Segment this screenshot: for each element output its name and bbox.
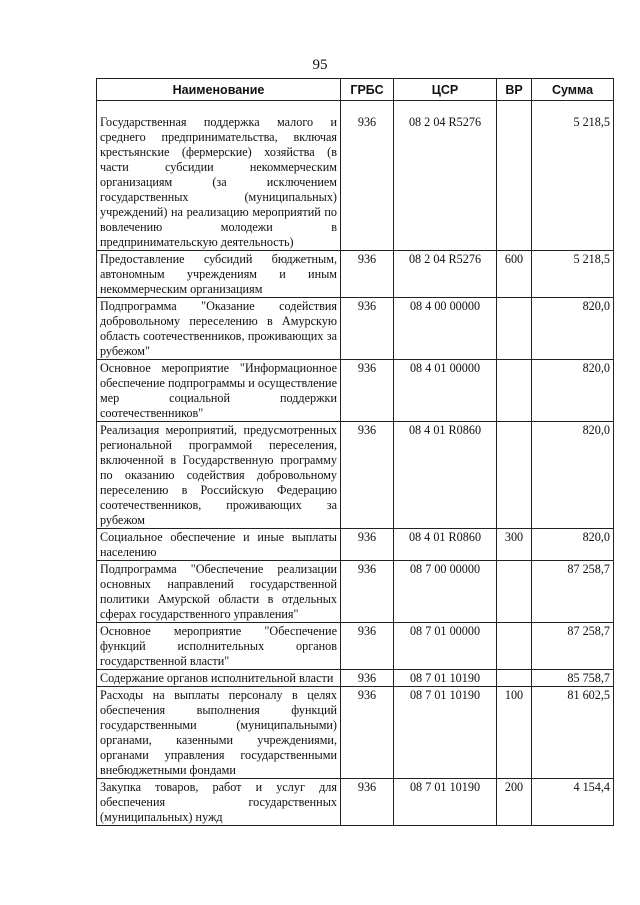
row-csr: 08 4 01 00000 [394,360,497,422]
header-name: Наименование [97,79,341,101]
row-name: Реализация мероприятий, предусмотренных региональной программой переселения, включенной в Государственную программу по оказанию содействия добровольному переселению в Российскую Федерацию соотечественников, проживающих за рубежом [97,422,341,529]
header-grbs: ГРБС [341,79,394,101]
row-vr [497,360,532,422]
table-row [97,779,614,826]
table-row [97,251,614,298]
row-grbs: 936 [341,779,394,826]
row-name: Социальное обеспечение и иные выплаты населению [97,529,341,561]
row-csr: 08 4 01 R0860 [394,422,497,529]
row-sum: 820,0 [532,360,614,422]
table-row [97,687,614,779]
row-name: Закупка товаров, работ и услуг для обеспечения государственных (муниципальных) нужд [97,779,341,826]
row-vr [497,298,532,360]
row-grbs: 936 [341,360,394,422]
row-csr: 08 4 00 00000 [394,298,497,360]
row-vr: 300 [497,529,532,561]
row-csr: 08 2 04 R5276 [394,251,497,298]
row-sum: 87 258,7 [532,561,614,623]
row-vr: 100 [497,687,532,779]
row-name: Подпрограмма "Обеспечение реализации основных направлений государственной политики Амурской области в отдельных сферах государственного управления" [97,561,341,623]
row-name: Предоставление субсидий бюджетным, автономным учреждениям и иным некоммерческим организациям [97,251,341,298]
header-csr: ЦСР [394,79,497,101]
row-grbs: 936 [341,298,394,360]
row-sum: 820,0 [532,298,614,360]
row-name: Подпрограмма "Оказание содействия добровольному переселению в Амурскую область соотечественников, проживающих за рубежом" [97,298,341,360]
row-vr: 200 [497,779,532,826]
row-sum: 5 218,5 [532,101,614,251]
row-grbs: 936 [341,422,394,529]
row-csr: 08 2 04 R5276 [394,101,497,251]
table-row [97,360,614,422]
row-sum: 85 758,7 [532,670,614,687]
row-name: Основное мероприятие "Информационное обеспечение подпрограммы и осуществление мер социальной поддержки соотечественников" [97,360,341,422]
header-vr: ВР [497,79,532,101]
row-vr [497,670,532,687]
row-name: Государственная поддержка малого и среднего предпринимательства, включая крестьянские (фермерские) хозяйства (в части субсидии некоммерческим организациям (за исключением государственных (муниципальных) учреждений) на реализацию мероприятий по вовлечению молодежи в предпринимательскую деятельность) [97,101,341,251]
row-grbs: 936 [341,561,394,623]
row-sum: 87 258,7 [532,623,614,670]
row-sum: 820,0 [532,422,614,529]
row-sum: 4 154,4 [532,779,614,826]
row-grbs: 936 [341,529,394,561]
row-name: Расходы на выплаты персоналу в целях обеспечения выполнения функций государственными (муниципальными) органами, казенными учреждениями, органами управления государственными внебюджетными фондами [97,687,341,779]
row-csr: 08 7 01 10190 [394,779,497,826]
row-sum: 5 218,5 [532,251,614,298]
row-sum: 81 602,5 [532,687,614,779]
row-grbs: 936 [341,670,394,687]
table-row [97,561,614,623]
table-row [97,670,614,687]
row-grbs: 936 [341,251,394,298]
budget-table [96,78,614,826]
row-csr: 08 4 01 R0860 [394,529,497,561]
row-csr: 08 7 01 00000 [394,623,497,670]
row-vr [497,561,532,623]
table-row [97,422,614,529]
table-row [97,298,614,360]
page-number: 95 [312,57,328,73]
row-grbs: 936 [341,101,394,251]
row-name: Основное мероприятие "Обеспечение функций исполнительных органов государственной власти" [97,623,341,670]
row-csr: 08 7 01 10190 [394,670,497,687]
row-vr: 600 [497,251,532,298]
row-vr [497,101,532,251]
header-sum: Сумма [532,79,614,101]
table-row [97,101,614,251]
row-name: Содержание органов исполнительной власти [97,670,341,687]
row-grbs: 936 [341,623,394,670]
table-row [97,623,614,670]
table-row [97,529,614,561]
row-csr: 08 7 00 00000 [394,561,497,623]
row-vr [497,422,532,529]
row-grbs: 936 [341,687,394,779]
row-sum: 820,0 [532,529,614,561]
row-vr [497,623,532,670]
table-header-row [97,79,614,101]
row-csr: 08 7 01 10190 [394,687,497,779]
